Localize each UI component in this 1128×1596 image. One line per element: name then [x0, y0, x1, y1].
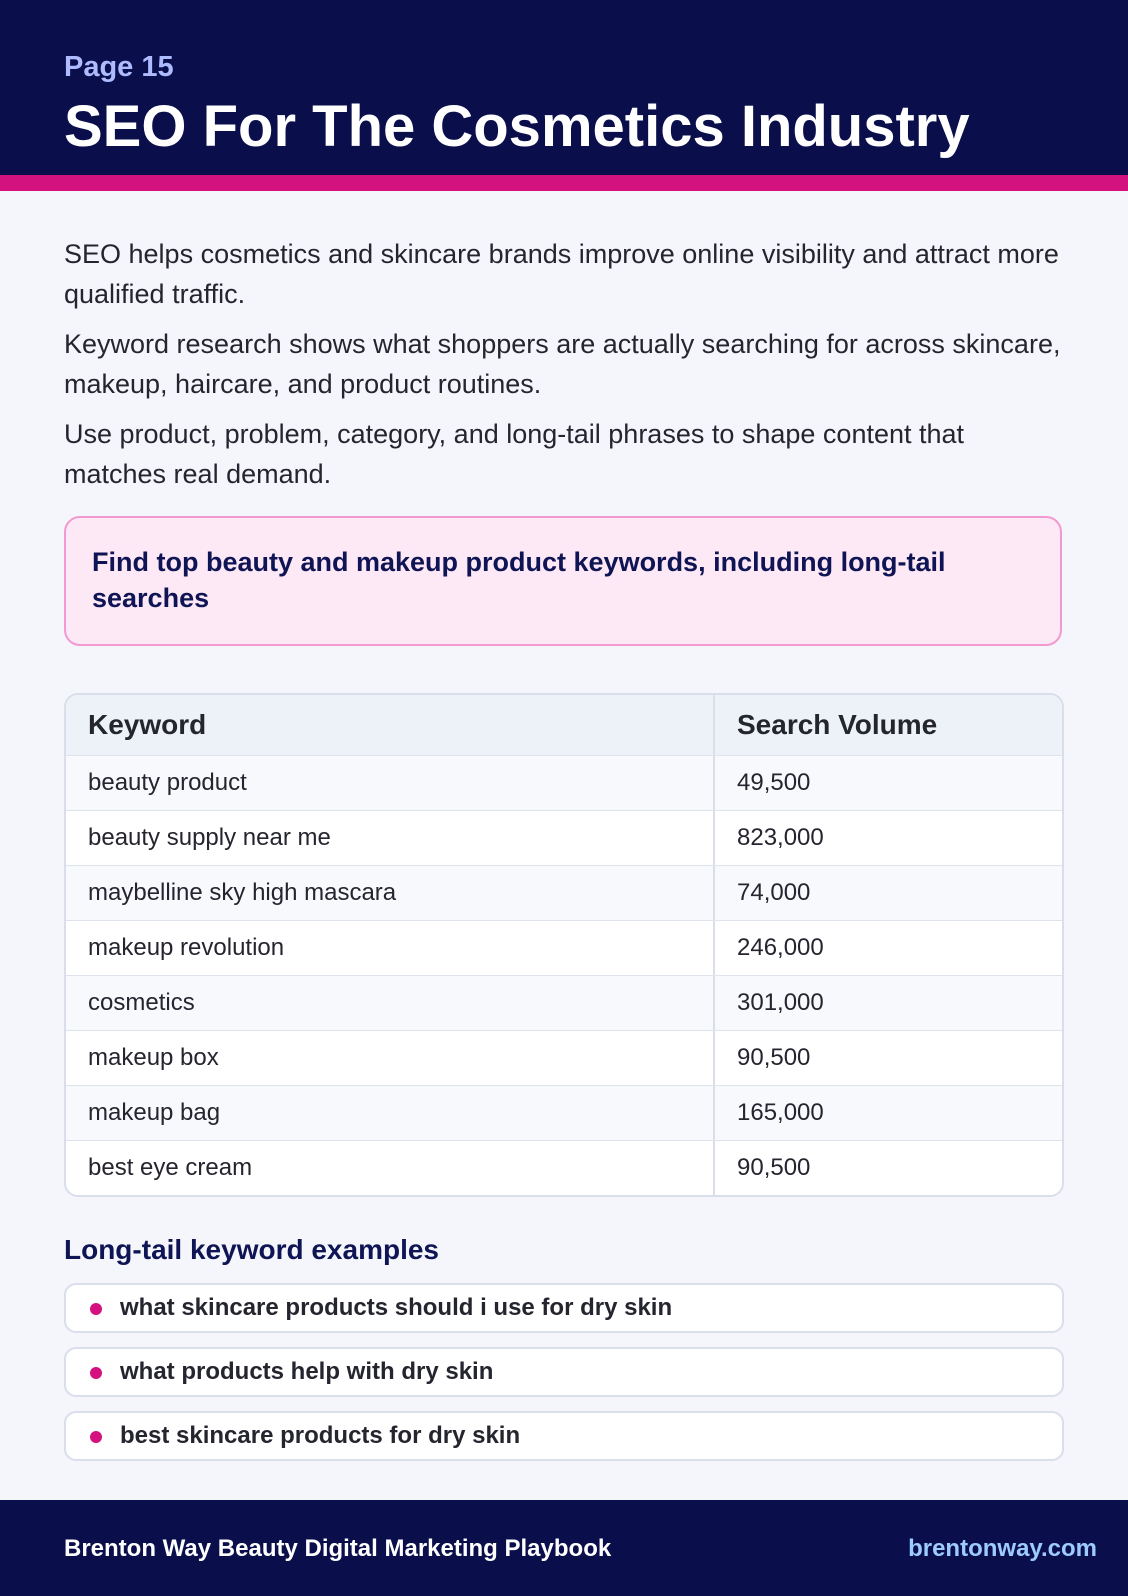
page-header: [0, 0, 1128, 175]
intro-paragraph: Keyword research shows what shoppers are actually searching for across skincare, makeup, haircare, and product routines.: [64, 329, 1061, 399]
longtail-keyword-text: best skincare products for dry skin: [120, 1422, 521, 1449]
keyword-cell: beauty supply near me: [66, 811, 715, 865]
longtail-keyword-text: what products help with dry skin: [120, 1358, 494, 1385]
page-number-label: Page 15: [64, 51, 174, 83]
longtail-keyword-text: what skincare products should i use for dry skin: [120, 1294, 673, 1321]
volume-cell: 74,000: [737, 879, 811, 906]
volume-cell: 165,000: [737, 1099, 824, 1126]
table-row: [66, 865, 1062, 920]
footer-website-link[interactable]: brentonway.com: [908, 1535, 1097, 1562]
table-row: [66, 1085, 1062, 1140]
bullet-dot-icon: [90, 1303, 102, 1315]
page-title: SEO For The Cosmetics Industry: [64, 94, 970, 159]
table-row: [66, 1140, 1062, 1195]
table-row: [66, 810, 1062, 865]
keyword-cell: makeup revolution: [66, 921, 715, 975]
volume-cell: 49,500: [737, 769, 811, 796]
volume-cell: 823,000: [737, 824, 824, 851]
table-row: [66, 920, 1062, 975]
volume-cell: 301,000: [737, 989, 824, 1016]
list-item: [64, 1411, 1064, 1461]
keyword-table: [64, 693, 1064, 1197]
column-header-keyword: Keyword: [66, 695, 715, 755]
volume-cell: 90,500: [737, 1044, 811, 1071]
table-row: [66, 1030, 1062, 1085]
callout-box: [64, 516, 1062, 646]
list-item: [64, 1283, 1064, 1333]
volume-cell: 246,000: [737, 934, 824, 961]
keyword-cell: best eye cream: [66, 1141, 715, 1195]
keyword-cell: beauty product: [66, 756, 715, 810]
footer-publication-title: Brenton Way Beauty Digital Marketing Playbook: [64, 1535, 612, 1562]
keyword-cell: makeup box: [66, 1031, 715, 1085]
keyword-cell: makeup bag: [66, 1086, 715, 1140]
intro-section: [64, 234, 1064, 504]
intro-paragraph: Use product, problem, category, and long-tail phrases to shape content that matches real demand.: [64, 419, 965, 489]
bullet-dot-icon: [90, 1431, 102, 1443]
header-accent-stripe: [0, 175, 1128, 191]
keyword-cell: maybelline sky high mascara: [66, 866, 715, 920]
longtail-list: [64, 1283, 1064, 1475]
table-body: [66, 755, 1062, 1195]
longtail-heading: Long-tail keyword examples: [64, 1234, 439, 1265]
table-row: [66, 755, 1062, 810]
bullet-dot-icon: [90, 1367, 102, 1379]
intro-paragraph: SEO helps cosmetics and skincare brands improve online visibility and attract more qualified traffic.: [64, 239, 1059, 309]
volume-cell: 90,500: [737, 1154, 811, 1181]
callout-text: Find top beauty and makeup product keywords, including long-tail searches: [92, 547, 946, 613]
page-footer: [0, 1500, 1128, 1596]
list-item: [64, 1347, 1064, 1397]
column-header-search-volume: Search Volume: [737, 709, 938, 740]
table-header-row: [66, 695, 1062, 755]
table-row: [66, 975, 1062, 1030]
keyword-cell: cosmetics: [66, 976, 715, 1030]
